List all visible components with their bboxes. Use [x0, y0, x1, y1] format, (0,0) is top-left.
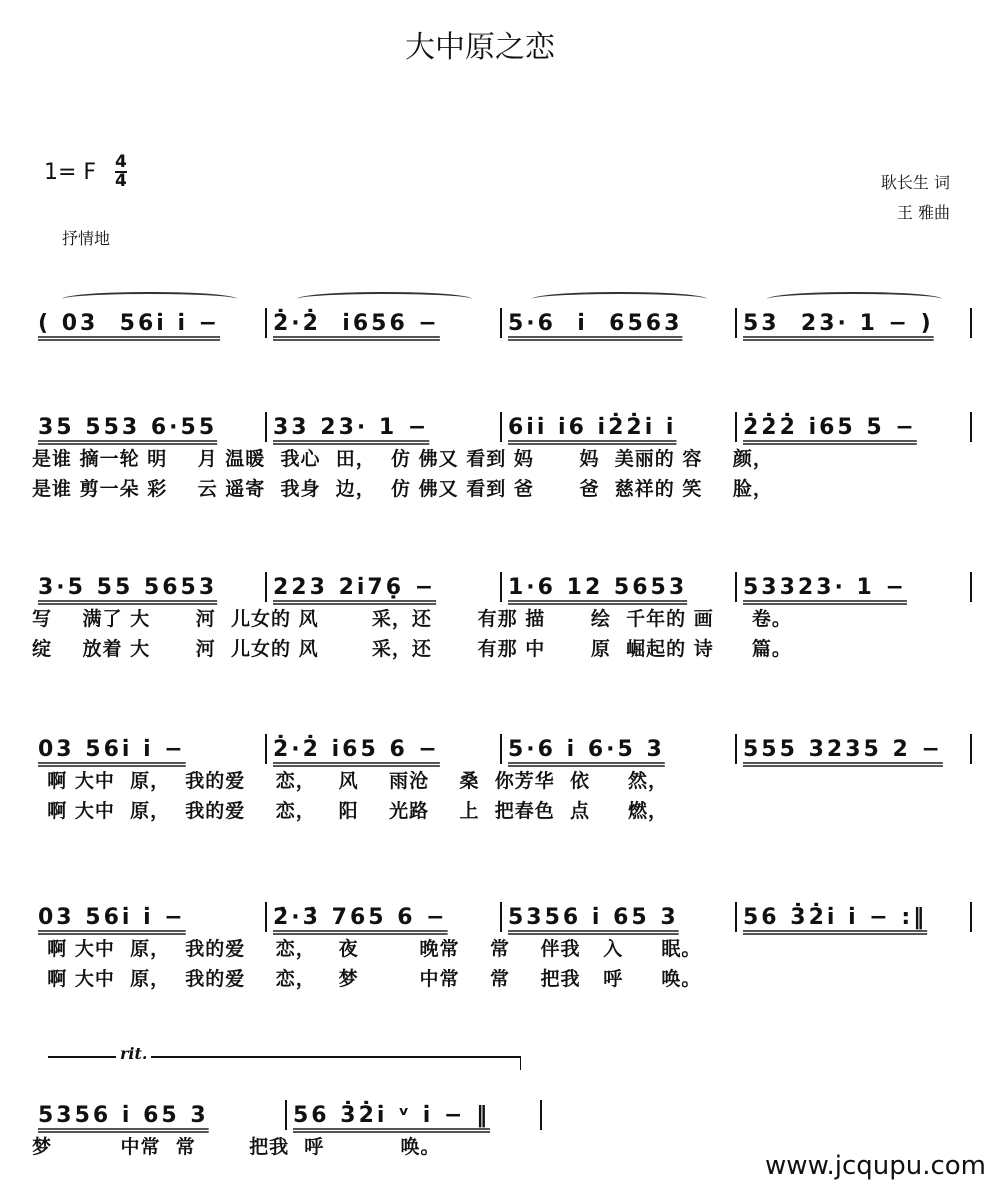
notes-line — [32, 1098, 542, 1132]
measure: 223 2i̇76̣ − — [273, 574, 437, 600]
website-watermark: www.jcqupu.com — [765, 1151, 986, 1181]
slur — [62, 292, 237, 306]
lyrics-verse-1: 梦 中常 常 把我 呼 唤。 — [32, 1136, 441, 1158]
score-row — [32, 306, 972, 340]
measure: 2̇2̇2̇ i̇65 5 − — [743, 414, 917, 440]
measure: 53323· 1 − — [743, 574, 907, 600]
song-title: 大中原之恋 — [405, 30, 555, 65]
measure: 2̇·2̇ i̇65 6 − — [273, 736, 440, 762]
measure: 33 23· 1 − — [273, 414, 430, 440]
measure: 35 553 6·55 — [38, 414, 218, 440]
score-row — [32, 1098, 542, 1162]
slur — [297, 292, 472, 306]
notes-line — [32, 410, 972, 444]
lyrics-verse-1: 啊 大中 原， 我的爱 恋， 夜 晚常 常 伴我 入 眠。 — [32, 938, 702, 960]
slur — [532, 292, 707, 306]
notes-line — [32, 306, 972, 340]
measure: 5·6 i̇ 6·5 3 — [508, 736, 665, 762]
score-row — [32, 732, 972, 826]
score-row — [32, 570, 972, 664]
lyrics-verse-2: 啊 大中 原， 我的爱 恋， 阳 光路 上 把春色 点 燃， — [32, 800, 669, 822]
bar-line — [540, 1100, 542, 1130]
measure: 2̇·3̇ 765 6 − — [273, 904, 448, 930]
measure: 5·6 i̇ 6563 — [508, 310, 683, 336]
rit-label: rit. — [116, 1044, 151, 1063]
measure: 2̇·2̇ i̇656 − — [273, 310, 440, 336]
bar-line — [970, 308, 972, 338]
score-row — [32, 410, 972, 504]
tempo-marking: 抒情地 — [62, 229, 111, 248]
notes-line — [32, 732, 972, 766]
lyrics-verse-1: 啊 大中 原， 我的爱 恋， 风 雨沧 桑 你芳华 依 然， — [32, 770, 669, 792]
lyrics-verse-2: 绽 放着 大 河 儿女的 风 采，还 有那 中 原 崛起的 诗 篇。 — [32, 638, 792, 660]
measure: 5356 i̇ 65 3 — [508, 904, 679, 930]
measure: 5356 i̇ 65 3 — [38, 1102, 209, 1128]
lyrics-verse-1: 写 满了 大 河 儿女的 风 采，还 有那 描 绘 千年的 画 卷。 — [32, 608, 792, 630]
bar-line — [970, 572, 972, 602]
bar-line — [970, 412, 972, 442]
bar-line — [970, 902, 972, 932]
lyrics-verse-2: 是谁 剪一朵 彩 云 遥寄 我身 边， 仿 佛又 看到 爸 爸 慈祥的 笑 脸， — [32, 478, 773, 500]
ritardando-line — [48, 1044, 521, 1070]
lyrics-verse-1: 是谁 摘一轮 明 月 温暖 我心 田， 仿 佛又 看到 妈 妈 美丽的 容 颜， — [32, 448, 773, 470]
measure: 03 56i̇ i̇ − — [38, 904, 186, 930]
time-signature — [115, 154, 127, 190]
notes-line — [32, 570, 972, 604]
composer: 王 雅曲 — [896, 203, 950, 222]
measure: 555 3235 2 − — [743, 736, 943, 762]
time-top: 4 — [115, 152, 127, 172]
time-bottom: 4 — [115, 171, 127, 191]
lyricist: 耿长生 词 — [880, 173, 950, 192]
measure: 03 56i̇ i̇ − — [38, 736, 186, 762]
measure: 56 3̇2̇i̇ i̇ − :‖ — [743, 904, 928, 930]
measure: 56 3̇2̇i̇ ᵛ i̇ − ‖ — [293, 1102, 491, 1128]
notes-line — [32, 900, 972, 934]
measure: 53 23· 1 − ) — [743, 310, 934, 336]
slur — [767, 292, 942, 306]
measure: 3·5 55 5653 — [38, 574, 218, 600]
bar-line — [970, 734, 972, 764]
measure: 6i̇i̇ i̇6 i̇2̇2̇i̇ i̇ — [508, 414, 677, 440]
score-row — [32, 900, 972, 994]
key-signature: 1= F — [44, 160, 97, 185]
measure: 1·6 12 5653 — [508, 574, 688, 600]
lyrics-verse-2: 啊 大中 原， 我的爱 恋， 梦 中常 常 把我 呼 唤。 — [32, 968, 702, 990]
measure: ( 03 56i̇ i̇ − — [38, 310, 221, 336]
